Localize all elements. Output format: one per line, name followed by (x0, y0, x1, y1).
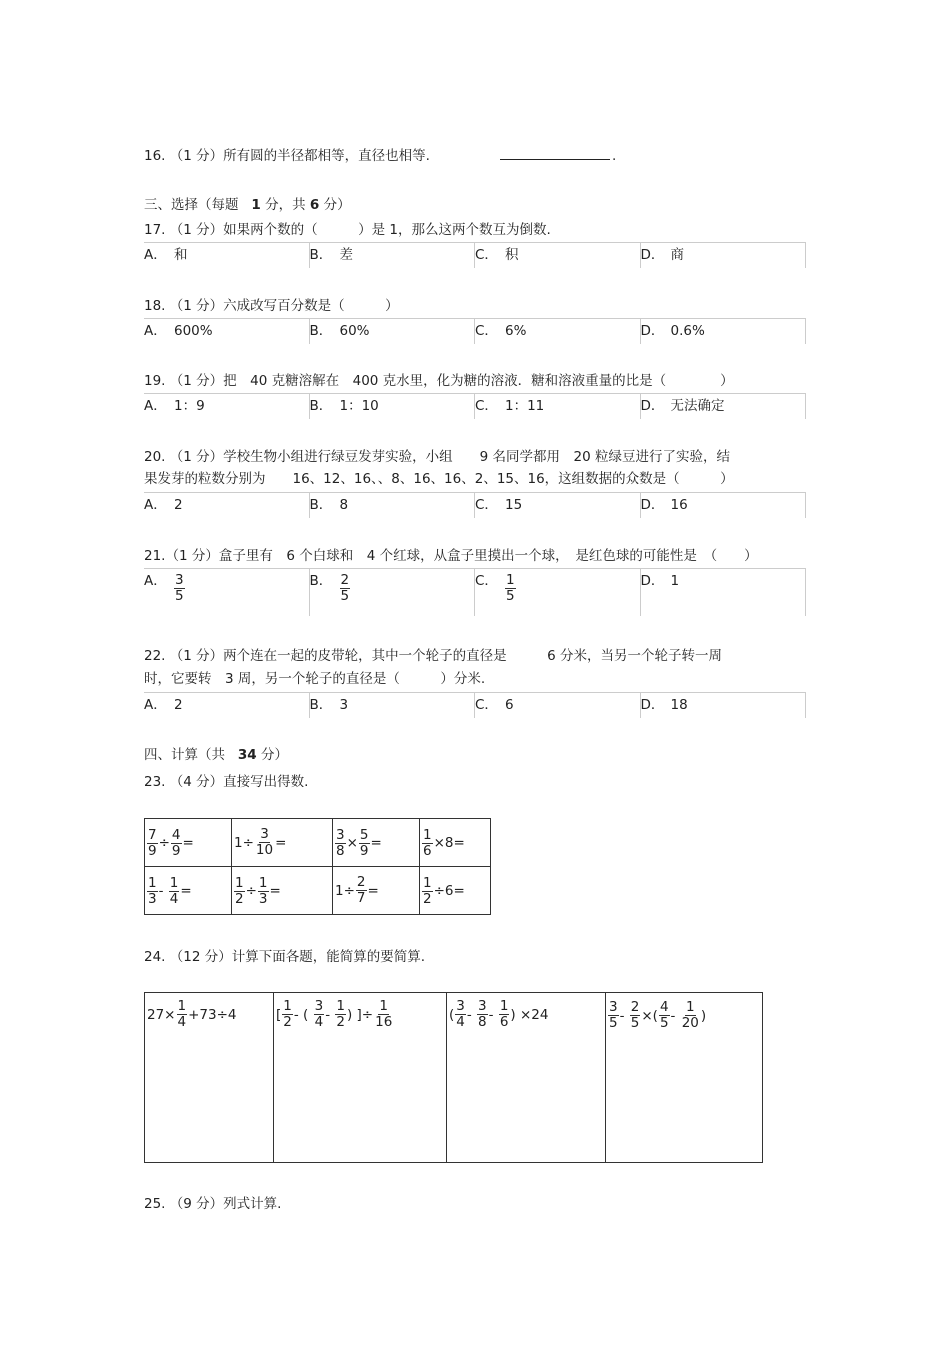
option-a[interactable]: A． 1：9 (144, 393, 310, 419)
option-b[interactable]: B． $\frac{2}{5}$ (310, 568, 476, 616)
calc-cell[interactable] (232, 867, 333, 915)
calc-cell[interactable] (333, 819, 420, 867)
fraction: $\frac{1}{5}$ (506, 572, 515, 604)
calc-cell[interactable] (145, 867, 232, 915)
calc-cell[interactable] (420, 867, 491, 915)
calc-work-table (144, 992, 763, 1163)
expression: 1÷ $\frac{2}{7}$ = (335, 874, 379, 906)
option-a[interactable]: A． 600% (144, 318, 310, 344)
fraction: $\frac{2}{5}$ (340, 572, 350, 604)
option-c[interactable]: C． 6% (475, 318, 641, 344)
expression: 27× $\frac{1}{4}$ +73÷4 (147, 998, 237, 1030)
expression: 1÷ $\frac{3}{10}$ = (234, 826, 287, 858)
question-18: 18. （1 分）六成改写百分数是（ ） (144, 298, 399, 314)
blank-line (500, 147, 610, 160)
option-d[interactable]: D． 1 (641, 568, 807, 616)
question-23: 23. （4 分）直接写出得数. (144, 774, 309, 790)
option-d[interactable]: D． 无法确定 (641, 393, 807, 419)
options-21 (144, 568, 806, 616)
question-17: 17. （1 分）如果两个数的（ ）是 1，那么这两个数互为倒数. (144, 222, 551, 238)
option-c[interactable]: C． 15 (475, 492, 641, 518)
expression: $\frac{3}{5}$ - $\frac{2}{5}$ ×( $\frac{4}{5}$ - $\frac{1}{20}$ ) (609, 999, 707, 1031)
option-d[interactable]: D． 16 (641, 492, 807, 518)
option-c[interactable]: C． 6 (475, 692, 641, 718)
option-a[interactable]: A． 2 (144, 492, 310, 518)
fraction: $\frac{3}{5}$ (175, 572, 184, 604)
section-4-title: 四、计算（共 34 分） (144, 747, 288, 763)
calc-cell[interactable] (145, 819, 232, 867)
expression: $\frac{7}{9}$ ÷ $\frac{4}{9}$ = (148, 826, 194, 859)
expression: $\frac{1}{3}$ - $\frac{1}{4}$ = (148, 874, 192, 907)
option-b[interactable]: B． 8 (310, 492, 476, 518)
expression: $\frac{1}{2}$ ÷ $\frac{1}{3}$ = (235, 874, 281, 907)
options-17 (144, 242, 806, 268)
options-22 (144, 692, 806, 718)
expression: $\frac{1}{2}$ ÷6= (423, 874, 465, 907)
expression: $\frac{1}{6}$ ×8= (423, 826, 465, 859)
question-16 (144, 147, 430, 165)
option-a[interactable]: A． 2 (144, 692, 310, 718)
work-cell[interactable] (606, 993, 763, 1163)
question-21: 21.（1 分）盒子里有 6 个白球和 4 个红球，从盒子里摸出一个球， 是红色球的可能性是 （ ） (144, 548, 758, 564)
option-c[interactable]: C． 1：11 (475, 393, 641, 419)
option-b[interactable]: B． 差 (310, 242, 476, 268)
question-22: 22. （1 分）两个连在一起的皮带轮，其中一个轮子的直径是 6 分米，当另一个轮子转一周 (144, 648, 723, 664)
option-c[interactable]: C． 积 (475, 242, 641, 268)
work-cell[interactable] (447, 993, 606, 1163)
oral-calc-table (144, 818, 491, 915)
question-25: 25. （9 分）列式计算. (144, 1196, 282, 1212)
option-b[interactable]: B． 3 (310, 692, 476, 718)
calc-cell[interactable] (333, 867, 420, 915)
option-a[interactable]: A． 和 (144, 242, 310, 268)
work-cell[interactable] (274, 993, 447, 1163)
expression: [ $\frac{1}{2}$ - ( $\frac{3}{4}$ - $\frac{1}{2}$ ) ]÷ $\frac{1}{16}$ (276, 998, 393, 1030)
calc-cell[interactable] (232, 819, 333, 867)
question-24: 24. （12 分）计算下面各题，能简算的要简算. (144, 949, 426, 965)
option-d[interactable]: D． 商 (641, 242, 807, 268)
expression: ( $\frac{3}{4}$ - $\frac{3}{8}$ - $\frac{1}{6}$ ) ×24 (449, 998, 549, 1030)
question-22-cont: 时，它要转 3 周，另一个轮子的直径是（ ）分米. (144, 671, 486, 687)
work-cell[interactable] (145, 993, 274, 1163)
calc-cell[interactable] (420, 819, 491, 867)
option-d[interactable]: D． 0.6% (641, 318, 807, 344)
question-20: 20. （1 分）学校生物小组进行绿豆发芽实验，小组 9 名同学都用 20 粒绿豆进行了实验，结 (144, 449, 730, 465)
option-b[interactable]: B． 60% (310, 318, 476, 344)
answer-blank-16[interactable]: . (500, 147, 616, 165)
expression: $\frac{3}{8}$ × $\frac{5}{9}$ = (336, 826, 382, 859)
option-c[interactable]: C． $\frac{1}{5}$ (475, 568, 641, 616)
option-d[interactable]: D． 18 (641, 692, 807, 718)
option-b[interactable]: B． 1：10 (310, 393, 476, 419)
question-16-text: 16. （1 分）所有圆的半径都相等，直径也相等. (144, 148, 430, 164)
options-20 (144, 492, 806, 518)
options-18 (144, 318, 806, 344)
section-3-title: 三、选择（每题 1 分，共 6 分） (144, 197, 351, 213)
option-a[interactable]: A． $\frac{3}{5}$ (144, 568, 310, 616)
question-20-cont: 果发芽的粒数分别为 16、12、16、、8、16、16、2、15、16，这组数据的众数是（ ） (144, 471, 734, 487)
options-19 (144, 393, 806, 419)
question-19: 19. （1 分）把 40 克糖溶解在 400 克水里，化为糖的溶液．糖和溶液重量的比是（ ） (144, 373, 734, 389)
